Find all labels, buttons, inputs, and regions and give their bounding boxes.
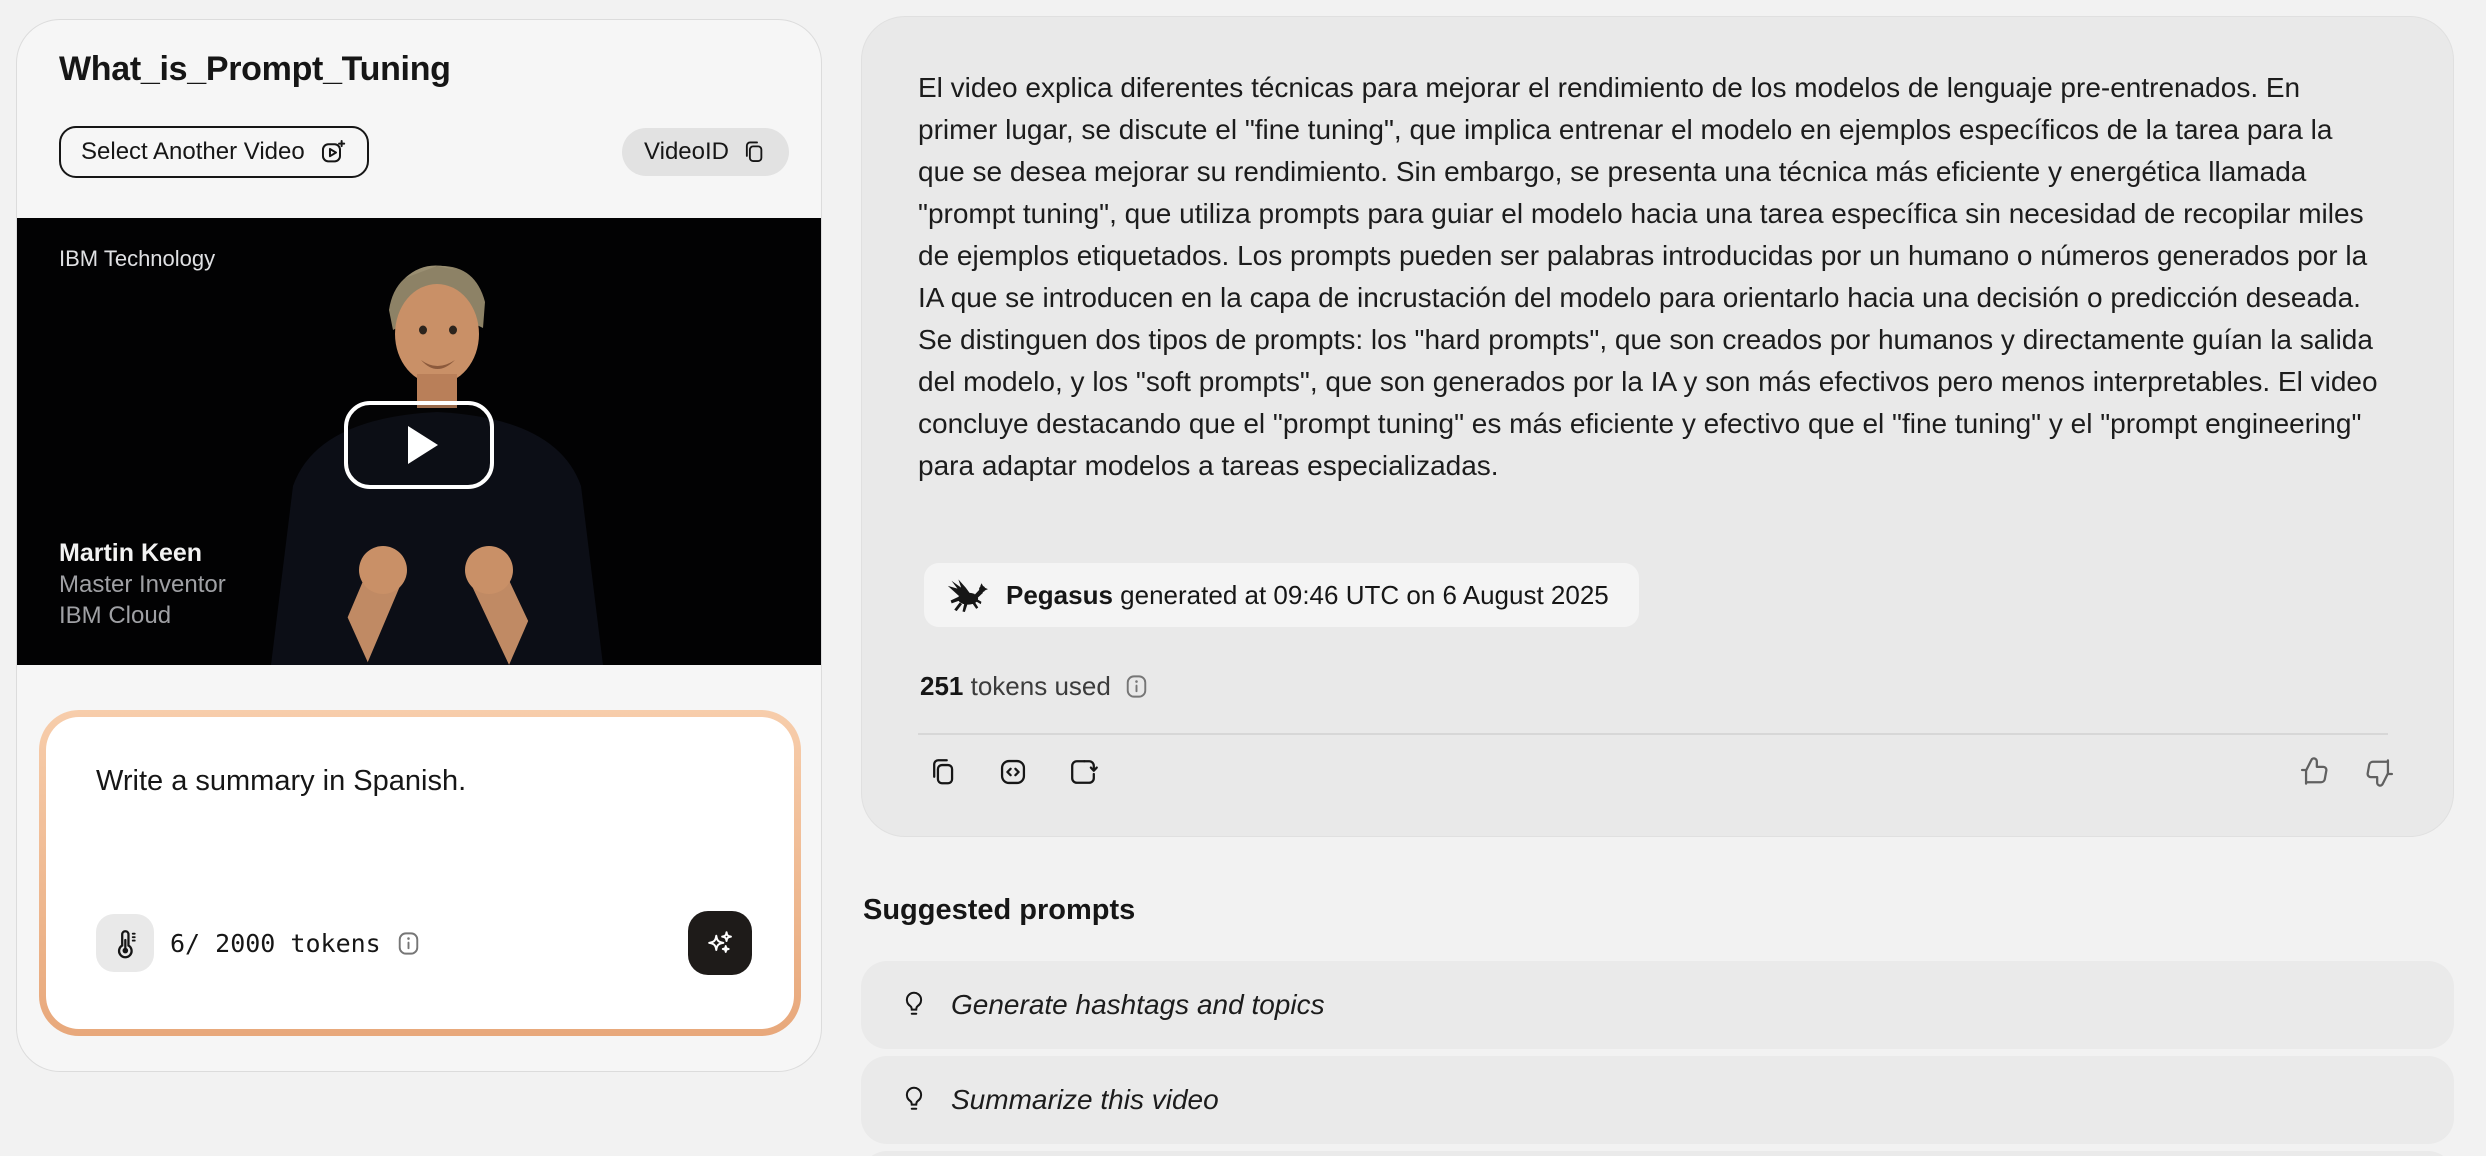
prompt-input-container	[39, 710, 801, 1036]
suggested-prompts-heading: Suggested prompts	[863, 894, 1136, 926]
speaker-role: Master Inventor	[59, 571, 226, 598]
result-actions	[926, 755, 1100, 789]
video-panel	[16, 19, 822, 1072]
tokens-used-row: 251 tokens used	[920, 671, 1150, 702]
token-counter-row	[170, 914, 422, 972]
view-code-button[interactable]	[996, 755, 1030, 789]
generated-text: Pegasus generated at 09:46 UTC on 6 August 2025	[1006, 579, 1609, 610]
tokens-used-count: 251	[920, 671, 964, 701]
thumbs-up-button[interactable]	[2297, 755, 2331, 789]
pegasus-icon	[946, 576, 990, 614]
video-add-icon	[319, 138, 347, 166]
suggested-prompt-partial[interactable]	[861, 1151, 2454, 1156]
regenerate-button[interactable]	[1066, 755, 1100, 789]
result-divider	[918, 733, 2388, 735]
select-another-video-button[interactable]	[59, 126, 369, 178]
video-id-label: VideoID	[644, 138, 729, 165]
select-another-video-label: Select Another Video	[81, 138, 305, 165]
copy-icon	[741, 139, 767, 165]
speaker-caption	[59, 538, 226, 631]
copy-icon	[927, 756, 959, 788]
speaker-name: Martin Keen	[59, 539, 203, 567]
summary-text: El video explica diferentes técnicas para mejorar el rendimiento de los modelos de lenguaje pre-entrenados. En primer lugar, se discute el "fine tuning", que implica entrenar el modelo en ejemplos específicos de la tarea para la que se desea mejorar su rendimiento. Sin embargo, se presenta una técnica más eficiente y energética llamada "prompt tuning", que utiliza prompts para guiar el modelo hacia una tarea específica sin necesidad de recopilar miles de ejemplos etiquetados. Los prompts pueden ser palabras introducidas por un humano o números generados por la IA que se introducen en la capa de incrustación del modelo para orientarlo hacia una decisión o predicción deseada. Se distinguen dos tipos de prompts: los "hard prompts", que son creados por humanos y directamente guían la salida del modelo, y los "soft prompts", que son generados por la IA y son más efectivos pero menos interpretables. El video concluye destacando que el "prompt tuning" es más eficiente y efectivo que el "fine tuning" y el "prompt engineering" para adaptar modelos a tareas especializadas.	[918, 72, 2378, 481]
suggested-prompt-summarize[interactable]	[861, 1056, 2454, 1144]
speaker-org: IBM Cloud	[59, 602, 172, 629]
video-thumbnail	[17, 218, 821, 665]
suggested-prompt-label: Generate hashtags and topics	[951, 989, 1325, 1020]
channel-label: IBM Technology	[59, 246, 216, 271]
thermometer-icon	[109, 927, 141, 959]
copy-result-button[interactable]	[926, 755, 960, 789]
suggested-prompts-section	[861, 880, 2454, 1156]
lightbulb-icon	[899, 988, 929, 1022]
video-title: What_is_Prompt_Tuning	[59, 50, 451, 88]
sparkles-icon	[704, 927, 736, 959]
feedback-actions	[2297, 755, 2397, 789]
play-icon	[408, 426, 438, 464]
tokens-used-info-icon[interactable]	[1123, 673, 1150, 700]
prompt-input[interactable]: Write a summary in Spanish.	[96, 765, 467, 797]
suggested-prompt-hashtags[interactable]	[861, 961, 2454, 1049]
video-id-chip[interactable]	[622, 128, 789, 176]
summary-result-card	[861, 16, 2454, 837]
generated-model-name: Pegasus	[1006, 579, 1113, 610]
token-info-icon[interactable]	[395, 930, 422, 957]
regenerate-icon	[1067, 756, 1099, 788]
thumbs-down-icon	[2363, 755, 2397, 789]
lightbulb-icon	[899, 1083, 929, 1117]
token-counter: 6/ 2000 tokens	[170, 928, 381, 958]
play-button[interactable]	[344, 401, 494, 489]
code-icon	[997, 756, 1029, 788]
generated-badge	[924, 563, 1639, 627]
temperature-button[interactable]	[96, 914, 154, 972]
generate-button[interactable]	[688, 911, 752, 975]
thumbs-down-button[interactable]	[2363, 755, 2397, 789]
thumbs-up-icon	[2297, 755, 2331, 789]
suggested-prompt-label: Summarize this video	[951, 1084, 1219, 1115]
